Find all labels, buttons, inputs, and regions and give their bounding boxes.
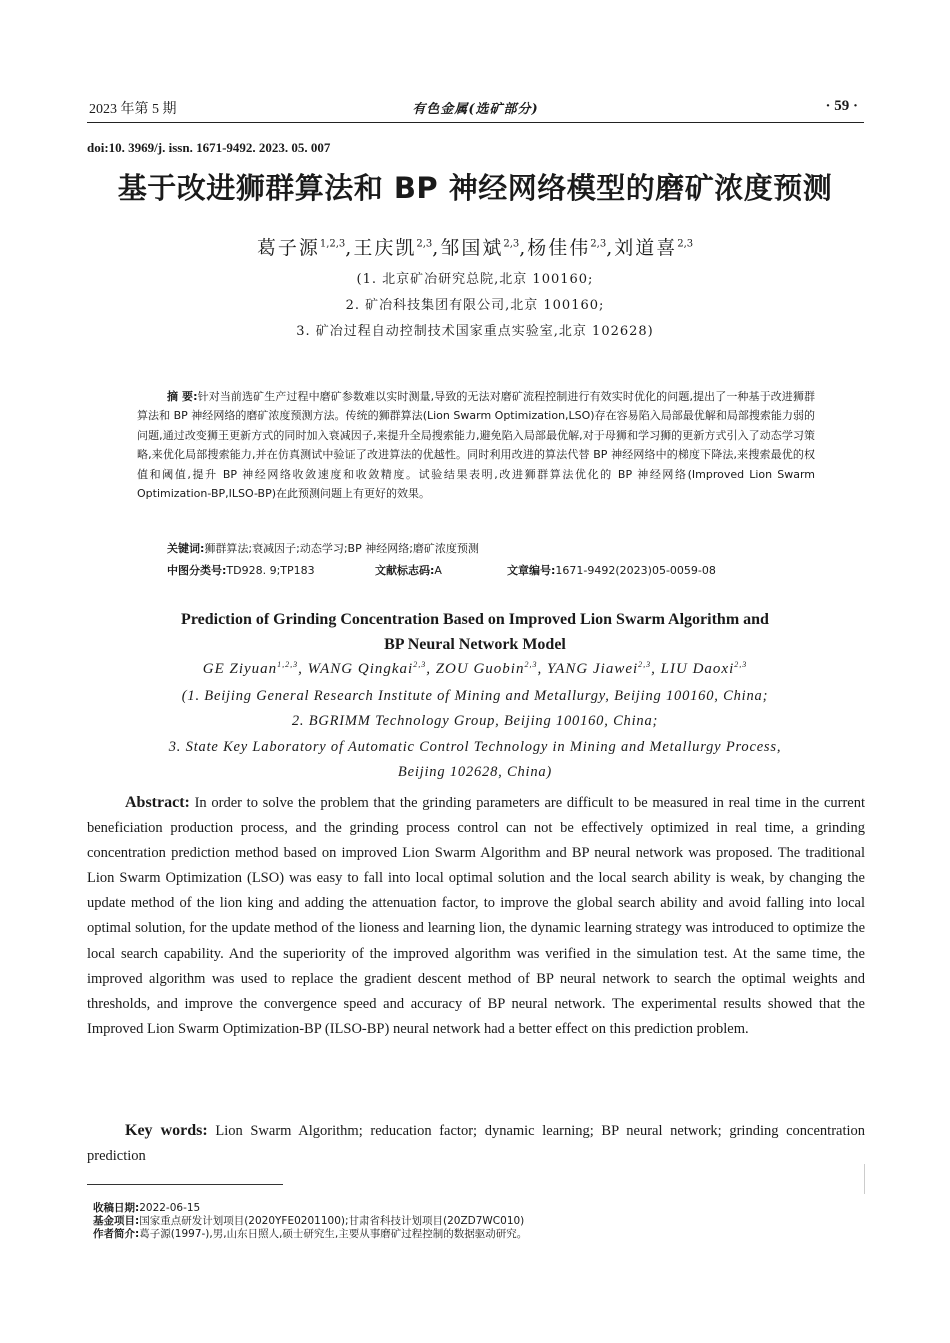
cn-author: 刘道喜 xyxy=(614,237,678,259)
footnote-fund xyxy=(93,1215,524,1228)
en-affiliation: 2. BGRIMM Technology Group, Beijing 100160, China; xyxy=(291,713,659,729)
en-title-line: BP Neural Network Model xyxy=(384,636,566,653)
cn-abstract-text: 针对当前选矿生产过程中磨矿参数难以实时测量,导致的无法对磨矿流程控制进行有效实时优化的问题,提出了一种基于改进狮群算法和 BP 神经网络的磨矿浓度预测方法。传统的狮群算法(Lion Swarm Optimization,LSO)存在容易陷入局部最优解和局部搜索能力弱的问题,通过改变狮王更新方式的同时加入衰减因子,来提升全局搜索能力,避免陷入局部最优解,对于母狮和学习狮的更新方式引入了动态学习策略,来优化局部搜索能力,并在仿真测试中验证了改进算法的优越性。同时利用改进的算法代替 BP 神经网络中的梯度下降法,来搜索最优的权值和阈值,提升 BP 神经网络收敛速度和收敛精度。试验结果表明,改进狮群算法优化的 BP 神经网络(Improved Lion Swarm Optimization-BP,ILSO-BP)在此预测问题上有更好的效果。 xyxy=(137,390,815,501)
author-bio-label: 作者简介: xyxy=(93,1228,140,1240)
en-affiliation: (1. Beijing General Research Institute of Mining and Metallurgy, Beijing 100160, China; xyxy=(181,688,769,704)
cn-author-sup: 2,3 xyxy=(503,238,520,250)
received-value: 2022-06-15 xyxy=(139,1202,201,1214)
cn-authors: 葛子源$^{1,2,3}$,王庆凯$^{2,3}$,邹国斌$^{2,3}$,杨佳伟$^{2,3}$,刘道喜$^{2,3}$ xyxy=(256,237,694,259)
cn-abstract-label: 摘 要: xyxy=(167,390,198,403)
en-title xyxy=(100,607,850,657)
cn-author: 葛子源 xyxy=(256,237,320,259)
en-author-sup: 2,3 xyxy=(734,660,748,669)
en-abstract-label: Abstract: xyxy=(125,794,190,811)
running-header xyxy=(87,96,864,123)
cn-affiliation: 3. 矿冶过程自动控制技术国家重点实验室,北京 102628) xyxy=(296,324,654,339)
doi[interactable]: doi:10. 3969/j. issn. 1671-9492. 2023. 05. 007 xyxy=(87,140,331,155)
en-author: GE Ziyuan xyxy=(202,661,278,677)
clc-label: 中图分类号: xyxy=(167,564,227,577)
author-bio-value: 葛子源(1997-),男,山东日照人,硕士研究生,主要从事磨矿过程控制的数据驱动研究。 xyxy=(139,1228,528,1240)
journal-name: 有色金属(选矿部分) xyxy=(412,102,539,117)
en-keywords-text: Lion Swarm Algorithm; reducation factor; dynamic learning; BP neural network; grinding concentration prediction xyxy=(87,1123,866,1165)
en-affiliation: Beijing 102628, China) xyxy=(397,764,553,780)
en-author: LIU Daoxi xyxy=(660,661,735,677)
en-author-sup: 2,3 xyxy=(413,660,427,669)
cn-author: 王庆凯 xyxy=(353,237,417,259)
en-author: YANG Jiawei xyxy=(546,661,639,677)
cn-title: 基于改进狮群算法和 BP 神经网络模型的磨矿浓度预测 xyxy=(117,171,833,205)
doc-code-value: A xyxy=(434,564,442,577)
cn-author: 邹国斌 xyxy=(440,237,504,259)
cn-author: 杨佳伟 xyxy=(527,237,591,259)
cn-abstract xyxy=(137,387,815,503)
cn-author-sup: 2,3 xyxy=(590,238,607,250)
en-author-sup: 1,2,3 xyxy=(277,660,299,669)
clc-item xyxy=(167,562,315,578)
cn-keywords xyxy=(167,540,479,556)
issue-label: 2023 年第 5 期 xyxy=(89,102,177,117)
en-keywords-label: Key words: xyxy=(125,1122,208,1139)
cn-keywords-text: 狮群算法;衰减因子;动态学习;BP 神经网络;磨矿浓度预测 xyxy=(204,542,479,555)
cn-affiliation: (1. 北京矿冶研究总院,北京 100160; xyxy=(356,272,594,287)
cn-keywords-label: 关键词: xyxy=(167,542,205,555)
cn-author-sup: 2,3 xyxy=(677,238,694,250)
page-number: · 59 · xyxy=(825,98,858,114)
doc-code-label: 文献标志码: xyxy=(375,564,435,577)
en-affiliation: 3. State Key Laboratory of Automatic Control Technology in Mining and Metallurgy Process, xyxy=(168,739,782,755)
footnote-received xyxy=(93,1202,200,1215)
footnote-rule xyxy=(87,1184,283,1185)
fund-value: 国家重点研发计划项目(2020YFE0201100);甘肃省科技计划项目(20ZD7WC010) xyxy=(139,1215,525,1227)
en-abstract-text: In order to solve the problem that the grinding parameters are difficult to be measured in real time in the current beneficiation production process, and the grinding process control can not be effectively optimized in real time, a grinding concentration prediction method based on improved Lion Swarm Algorithm and BP neural network was proposed. The traditional Lion Swarm Optimization (LSO) was easy to fall into local optimal solution and the local search ability is weak, by changing the update method of the lion king and adding the attenuation factor, to improve the global search ability and avoid falling into local optimal solution, for the update method of the lioness and learning lion, the dynamic learning strategy was introduced to optimize the local search capability. And the superiority of the improved algorithm was verified in the simulation test. At the same time, the improved algorithm was used to replace the gradient descent method of BP neural network to search the optimal weights and thresholds, and improve the convergence speed and accuracy of BP neural network. The experimental results showed that the Improved Lion Swarm Optimization-BP (ILSO-BP) neural network had a better effect on this prediction problem. xyxy=(87,795,865,1037)
article-no-label: 文章编号: xyxy=(507,564,556,577)
en-abstract xyxy=(87,790,865,1042)
article-no-item xyxy=(507,562,716,578)
fund-label: 基金项目: xyxy=(93,1215,140,1227)
article-no-value: 1671-9492(2023)05-0059-08 xyxy=(555,564,716,577)
doc-code-item xyxy=(375,562,442,578)
footnote-divider-vertical xyxy=(864,1164,865,1194)
cn-author-sup: 2,3 xyxy=(416,238,433,250)
en-authors: GE Ziyuan$^{1,2,3}$, WANG Qingkai$^{2,3}$, ZOU Guobin$^{2,3}$, YANG Jiawei$^{2,3}$, LIU Daoxi$^{2,3}$ xyxy=(202,660,748,677)
en-author: ZOU Guobin xyxy=(435,661,525,677)
en-keywords xyxy=(87,1118,865,1169)
clc-value: TD928. 9;TP183 xyxy=(226,564,315,577)
footnote-author xyxy=(93,1228,527,1241)
cn-affiliation: 2. 矿冶科技集团有限公司,北京 100160; xyxy=(345,298,605,313)
en-author-sup: 2,3 xyxy=(638,660,652,669)
en-author: WANG Qingkai xyxy=(307,661,414,677)
received-label: 收稿日期: xyxy=(93,1202,140,1214)
cn-author-sup: 1,2,3 xyxy=(319,238,346,250)
en-author-sup: 2,3 xyxy=(524,660,538,669)
en-title-line: Prediction of Grinding Concentration Based on Improved Lion Swarm Algorithm and xyxy=(181,611,769,628)
